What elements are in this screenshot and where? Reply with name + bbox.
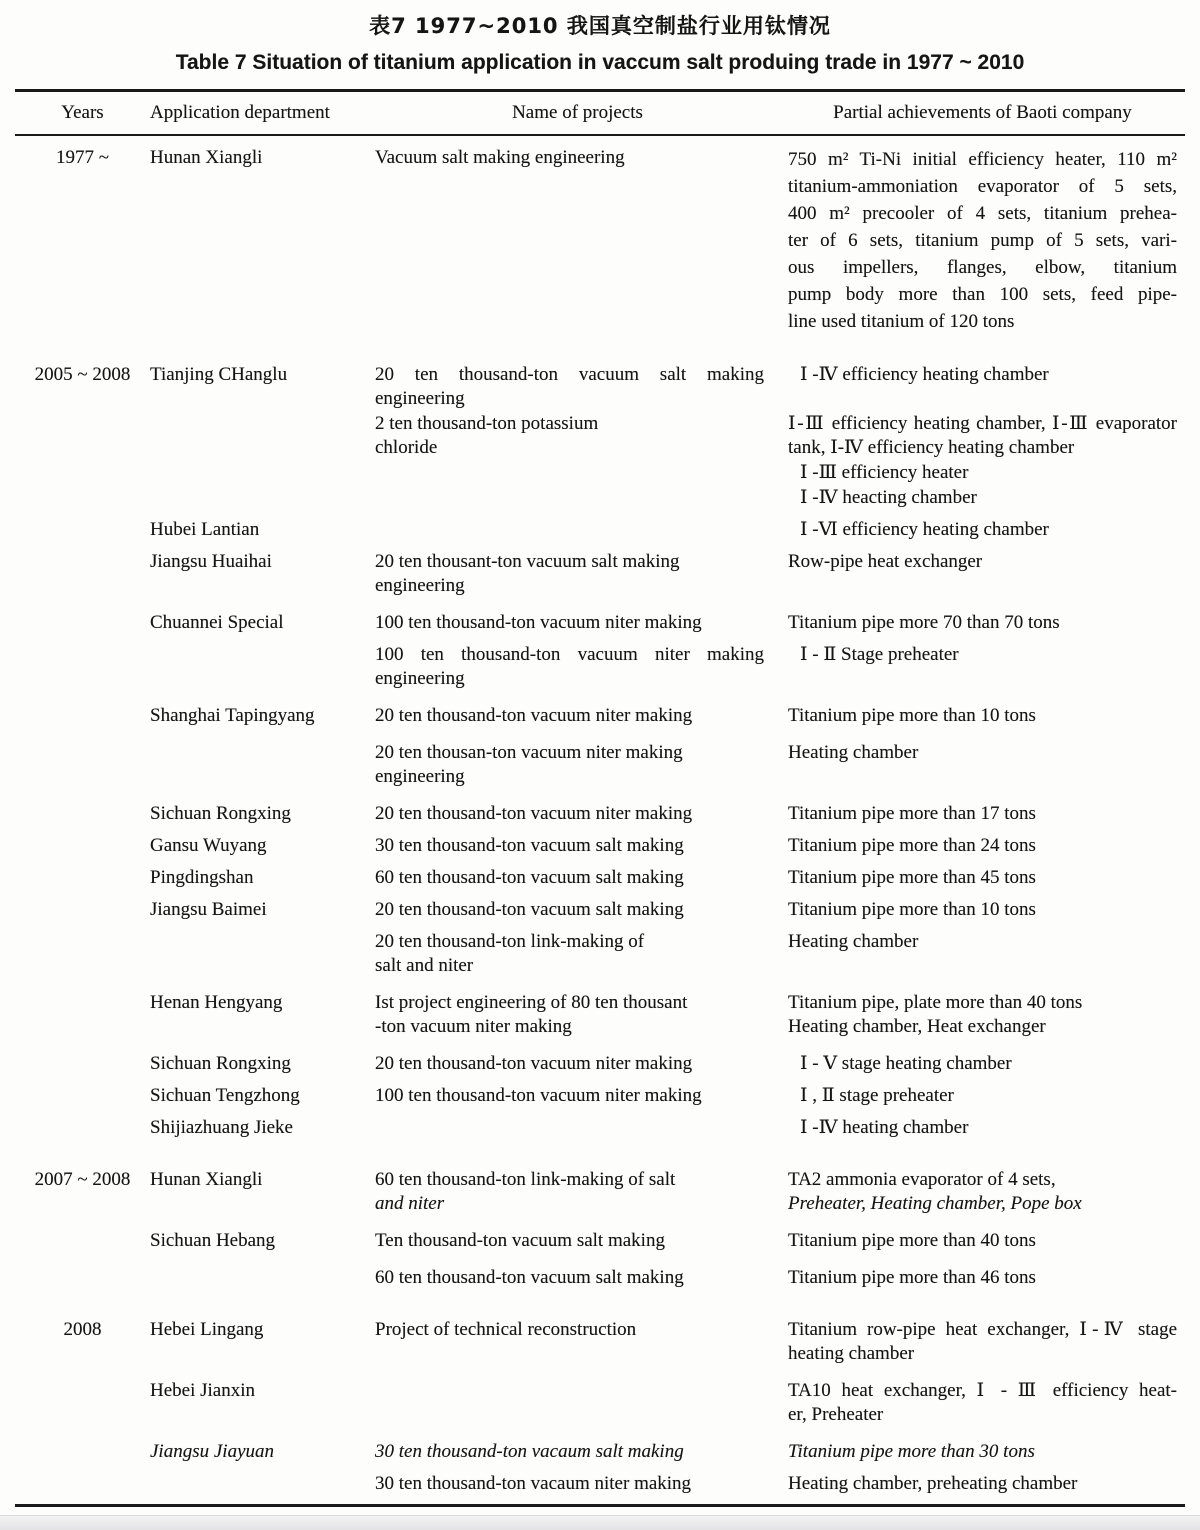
text-line: 20 ten thousand-ton vacuum niter making — [375, 1053, 693, 1074]
project-cell — [375, 1440, 780, 1464]
years-cell — [15, 518, 150, 542]
achievement-cell — [780, 1084, 1185, 1108]
years-cell — [15, 1052, 150, 1076]
table-row — [15, 643, 1185, 691]
department-cell: Hebei Lingang — [150, 1319, 264, 1340]
table-row — [15, 412, 1185, 460]
years-cell — [15, 1472, 150, 1496]
table-title-chinese: 表7 1977~2010 我国真空制盐行业用钛情况 — [369, 14, 831, 38]
text-line: Ten thousand-ton vacuum salt making — [375, 1230, 665, 1251]
achievement-cell — [780, 1379, 1185, 1427]
years-cell — [15, 1229, 150, 1253]
department-cell: Pingdingshan — [150, 867, 254, 888]
text-line: Heating chamber, preheating chamber — [788, 1473, 1078, 1494]
table-header-rule — [15, 134, 1185, 136]
table-row — [15, 1116, 1185, 1140]
department-cell: Sichuan Tengzhong — [150, 1085, 300, 1106]
table-row — [15, 930, 1185, 978]
project-cell — [375, 991, 780, 1039]
achievement-cell — [780, 802, 1185, 826]
text-line: Ⅰ - Ⅱ Stage preheater — [800, 644, 959, 665]
achievement-cell — [780, 1229, 1185, 1253]
table-row — [15, 991, 1185, 1039]
text-line: and niter — [375, 1193, 445, 1214]
years-cell — [15, 991, 150, 1039]
project-cell — [375, 461, 780, 485]
project-cell — [375, 412, 780, 460]
years-cell — [15, 1266, 150, 1290]
project-cell — [375, 1229, 780, 1253]
project-cell — [375, 930, 780, 978]
department-cell: Hunan Xiangli — [150, 1169, 263, 1190]
text-line: Titanium pipe more than 24 tons — [788, 835, 1036, 856]
text-line: Row-pipe heat exchanger — [788, 551, 983, 572]
project-cell — [375, 866, 780, 890]
text-line: 30 ten thousand-ton vacuum salt making — [375, 835, 684, 856]
text-line: 60 ten thousand-ton vacuum salt making — [375, 1267, 684, 1288]
years-cell — [15, 461, 150, 485]
text-line: pump body more than 100 sets, feed pipe- — [788, 284, 1177, 305]
text-line: Ⅰ -Ⅳ heacting chamber — [800, 487, 977, 508]
achievement-cell — [780, 1440, 1185, 1464]
achievement-cell — [780, 146, 1185, 335]
project-cell — [375, 1472, 780, 1496]
department-cell: Jiangsu Huaihai — [150, 551, 272, 572]
table-row — [15, 704, 1185, 728]
achievement-cell — [780, 1472, 1185, 1496]
years-cell — [15, 1084, 150, 1108]
text-line: engineering — [375, 388, 465, 409]
table-header-row — [15, 92, 1185, 134]
project-cell — [375, 1266, 780, 1290]
department-cell: Sichuan Rongxing — [150, 1053, 291, 1074]
column-header-partial-achievements: Partial achievements of Baoti company — [833, 102, 1132, 123]
text-line: Preheater, Heating chamber, Pope box — [788, 1193, 1082, 1214]
years-cell — [15, 1440, 150, 1464]
department-cell — [150, 741, 375, 789]
achievement-cell — [780, 486, 1185, 510]
achievement-cell — [780, 741, 1185, 789]
department-cell: Gansu Wuyang — [150, 835, 267, 856]
project-cell — [375, 898, 780, 922]
table-bottom-rule — [15, 1504, 1185, 1507]
scan-edge-artifact — [0, 1515, 1200, 1530]
text-line: Titanium pipe more than 10 tons — [788, 705, 1036, 726]
text-line: 30 ten thousand-ton vacaum niter making — [375, 1473, 692, 1494]
text-line: engineering — [375, 668, 465, 689]
project-cell — [375, 1318, 780, 1366]
table-title-english: Table 7 Situation of titanium application in vaccum salt produing trade in 1977 ~ 2010 — [175, 51, 1025, 74]
table-row — [15, 834, 1185, 858]
years-cell — [15, 550, 150, 598]
project-cell — [375, 146, 780, 335]
text-line: titanium-ammoniation evaporator of 5 sets, — [788, 176, 1177, 197]
department-cell: Sichuan Hebang — [150, 1230, 276, 1251]
table-row — [15, 550, 1185, 598]
text-line: ous impellers, flanges, elbow, titanium — [788, 257, 1177, 278]
text-line: Ⅰ-Ⅲ efficiency heating chamber, Ⅰ-Ⅲ evaporator — [788, 413, 1177, 434]
text-line: Titanium pipe more than 46 tons — [788, 1267, 1036, 1288]
table-row — [15, 866, 1185, 890]
text-line: Titanium row-pipe heat exchanger, Ⅰ-Ⅳ stage — [788, 1319, 1177, 1340]
department-cell: Hubei Lantian — [150, 519, 260, 540]
text-line: Ⅰ -Ⅳ efficiency heating chamber — [800, 364, 1049, 385]
text-line: Titanium pipe more than 17 tons — [788, 803, 1036, 824]
table-row — [15, 741, 1185, 789]
achievement-cell — [780, 930, 1185, 978]
years-cell: 2007 ~ 2008 — [34, 1169, 131, 1190]
achievement-cell — [780, 834, 1185, 858]
project-cell — [375, 1379, 780, 1427]
project-cell — [375, 1168, 780, 1216]
text-line: 20 ten thousand-ton vacuum salt making — [375, 899, 684, 920]
text-line: Ⅰ -Ⅳ heating chamber — [800, 1117, 969, 1138]
table-row — [15, 1440, 1185, 1464]
department-cell: Henan Hengyang — [150, 992, 283, 1013]
achievement-cell — [780, 550, 1185, 598]
text-line: 100 ten thousand-ton vacuum niter making — [375, 612, 702, 633]
department-cell: Jiangsu Jiayuan — [150, 1441, 275, 1462]
text-line: salt and niter — [375, 955, 474, 976]
text-line: Ist project engineering of 80 ten thousant — [375, 992, 688, 1013]
department-cell — [150, 643, 375, 691]
department-cell: Hebei Jianxin — [150, 1380, 256, 1401]
text-line: Titanium pipe more than 40 tons — [788, 1230, 1036, 1251]
table-row — [15, 802, 1185, 826]
table-row — [15, 518, 1185, 542]
table-row — [15, 146, 1185, 335]
department-cell — [150, 930, 375, 978]
text-line: tank, Ⅰ-Ⅳ efficiency heating chamber — [788, 437, 1075, 458]
department-cell: Tianjing CHanglu — [150, 364, 288, 385]
department-cell — [150, 486, 375, 510]
department-cell — [150, 1266, 375, 1290]
project-cell — [375, 741, 780, 789]
department-cell: Sichuan Rongxing — [150, 803, 291, 824]
project-cell — [375, 1052, 780, 1076]
years-cell — [15, 643, 150, 691]
text-line: chloride — [375, 437, 438, 458]
table-row — [15, 1052, 1185, 1076]
project-cell — [375, 802, 780, 826]
text-line: 750 m² Ti-Ni initial efficiency heater, 110 m² — [788, 149, 1177, 170]
department-cell — [150, 1472, 375, 1496]
department-cell — [150, 412, 375, 460]
text-line: Titanium pipe more than 30 tons — [788, 1441, 1035, 1462]
project-cell — [375, 550, 780, 598]
text-line: 60 ten thousand-ton vacuum salt making — [375, 867, 684, 888]
achievement-cell — [780, 1318, 1185, 1366]
text-line: Ⅰ - Ⅴ stage heating chamber — [800, 1053, 1012, 1074]
department-cell: Chuannei Special — [150, 612, 284, 633]
column-header-application-department: Application department — [150, 102, 330, 123]
years-cell — [15, 802, 150, 826]
text-line: er, Preheater — [788, 1404, 884, 1425]
years-cell — [15, 1116, 150, 1140]
text-line: Ⅰ -Ⅵ efficiency heating chamber — [800, 519, 1049, 540]
achievement-cell — [780, 704, 1185, 728]
text-line: Titanium pipe, plate more than 40 tons — [788, 992, 1083, 1013]
text-line: TA2 ammonia evaporator of 4 sets, — [788, 1169, 1056, 1190]
years-cell — [15, 486, 150, 510]
text-line: engineering — [375, 575, 465, 596]
column-header-years: Years — [61, 102, 104, 123]
achievement-cell — [780, 991, 1185, 1039]
project-cell — [375, 363, 780, 411]
text-line: 20 ten thousand-ton link-making of — [375, 931, 645, 952]
achievement-cell — [780, 1168, 1185, 1216]
project-cell — [375, 643, 780, 691]
text-line: 20 ten thousand-ton vacuum niter making — [375, 803, 693, 824]
text-line: engineering — [375, 766, 465, 787]
achievement-cell — [780, 898, 1185, 922]
table-row — [15, 898, 1185, 922]
years-cell: 1977 ~ — [55, 147, 110, 168]
years-cell: 2008 — [63, 1319, 102, 1340]
text-line: Project of technical reconstruction — [375, 1319, 637, 1340]
project-cell — [375, 1116, 780, 1140]
years-cell — [15, 866, 150, 890]
project-cell — [375, 611, 780, 635]
years-cell: 2005 ~ 2008 — [34, 364, 131, 385]
project-cell — [375, 518, 780, 542]
achievement-cell — [780, 461, 1185, 485]
column-header-name-of-projects: Name of projects — [512, 102, 643, 123]
text-line: heating chamber — [788, 1343, 915, 1364]
table-row — [15, 1472, 1185, 1496]
text-line: 60 ten thousand-ton link-making of salt — [375, 1169, 676, 1190]
text-line: 20 ten thousant-ton vacuum salt making — [375, 551, 680, 572]
project-cell — [375, 834, 780, 858]
table-body — [15, 146, 1185, 1504]
text-line: Heating chamber, Heat exchanger — [788, 1016, 1046, 1037]
years-cell — [15, 1379, 150, 1427]
table-row — [15, 1266, 1185, 1290]
achievement-cell — [780, 363, 1185, 411]
project-cell — [375, 486, 780, 510]
text-line: Heating chamber — [788, 931, 919, 952]
years-cell — [15, 930, 150, 978]
project-cell — [375, 1084, 780, 1108]
years-cell — [15, 898, 150, 922]
text-line: Ⅰ , Ⅱ stage preheater — [800, 1085, 954, 1106]
years-cell — [15, 412, 150, 460]
table-row — [15, 1379, 1185, 1427]
text-line: Titanium pipe more than 45 tons — [788, 867, 1036, 888]
text-line: 100 ten thousand-ton vacuum niter making — [375, 1085, 702, 1106]
text-line: line used titanium of 120 tons — [788, 311, 1015, 332]
table-row — [15, 1318, 1185, 1366]
years-cell — [15, 741, 150, 789]
department-cell: Hunan Xiangli — [150, 147, 263, 168]
achievement-cell — [780, 611, 1185, 635]
years-cell — [15, 834, 150, 858]
achievement-cell — [780, 643, 1185, 691]
achievement-cell — [780, 1266, 1185, 1290]
text-line: 20 ten thousan-ton vacuum niter making — [375, 742, 683, 763]
table-row — [15, 611, 1185, 635]
text-line: Ⅰ -Ⅲ efficiency heater — [800, 462, 969, 483]
department-cell: Shijiazhuang Jieke — [150, 1117, 293, 1138]
text-line: 30 ten thousand-ton vacaum salt making — [375, 1441, 684, 1462]
text-line: Vacuum salt making engineering — [375, 147, 625, 168]
table-row — [15, 1084, 1185, 1108]
department-cell: Shanghai Tapingyang — [150, 705, 315, 726]
years-cell — [15, 704, 150, 728]
years-cell — [15, 611, 150, 635]
text-line: 100 ten thousand-ton vacuum niter making — [375, 644, 764, 665]
text-line: 20 ten thousand-ton vacuum salt making — [375, 364, 764, 385]
text-line: TA10 heat exchanger, Ⅰ - Ⅲ efficiency heat- — [788, 1380, 1177, 1401]
table-row — [15, 1168, 1185, 1216]
table-row — [15, 486, 1185, 510]
titanium-application-table — [15, 89, 1185, 1507]
table-row — [15, 461, 1185, 485]
department-cell: Jiangsu Baimei — [150, 899, 267, 920]
text-line: -ton vacuum niter making — [375, 1016, 572, 1037]
achievement-cell — [780, 412, 1185, 460]
department-cell — [150, 461, 375, 485]
text-line: ter of 6 sets, titanium pump of 5 sets, vari- — [788, 230, 1177, 251]
text-line: 20 ten thousand-ton vacuum niter making — [375, 705, 693, 726]
text-line: Titanium pipe more than 10 tons — [788, 899, 1036, 920]
achievement-cell — [780, 866, 1185, 890]
achievement-cell — [780, 1052, 1185, 1076]
table-row — [15, 1229, 1185, 1253]
text-line: Titanium pipe more 70 than 70 tons — [788, 612, 1060, 633]
table-row — [15, 363, 1185, 411]
text-line: Heating chamber — [788, 742, 919, 763]
text-line: 2 ten thousand-ton potassium — [375, 413, 599, 434]
achievement-cell — [780, 1116, 1185, 1140]
achievement-cell — [780, 518, 1185, 542]
project-cell — [375, 704, 780, 728]
text-line: 400 m² precooler of 4 sets, titanium prehea- — [788, 203, 1177, 224]
